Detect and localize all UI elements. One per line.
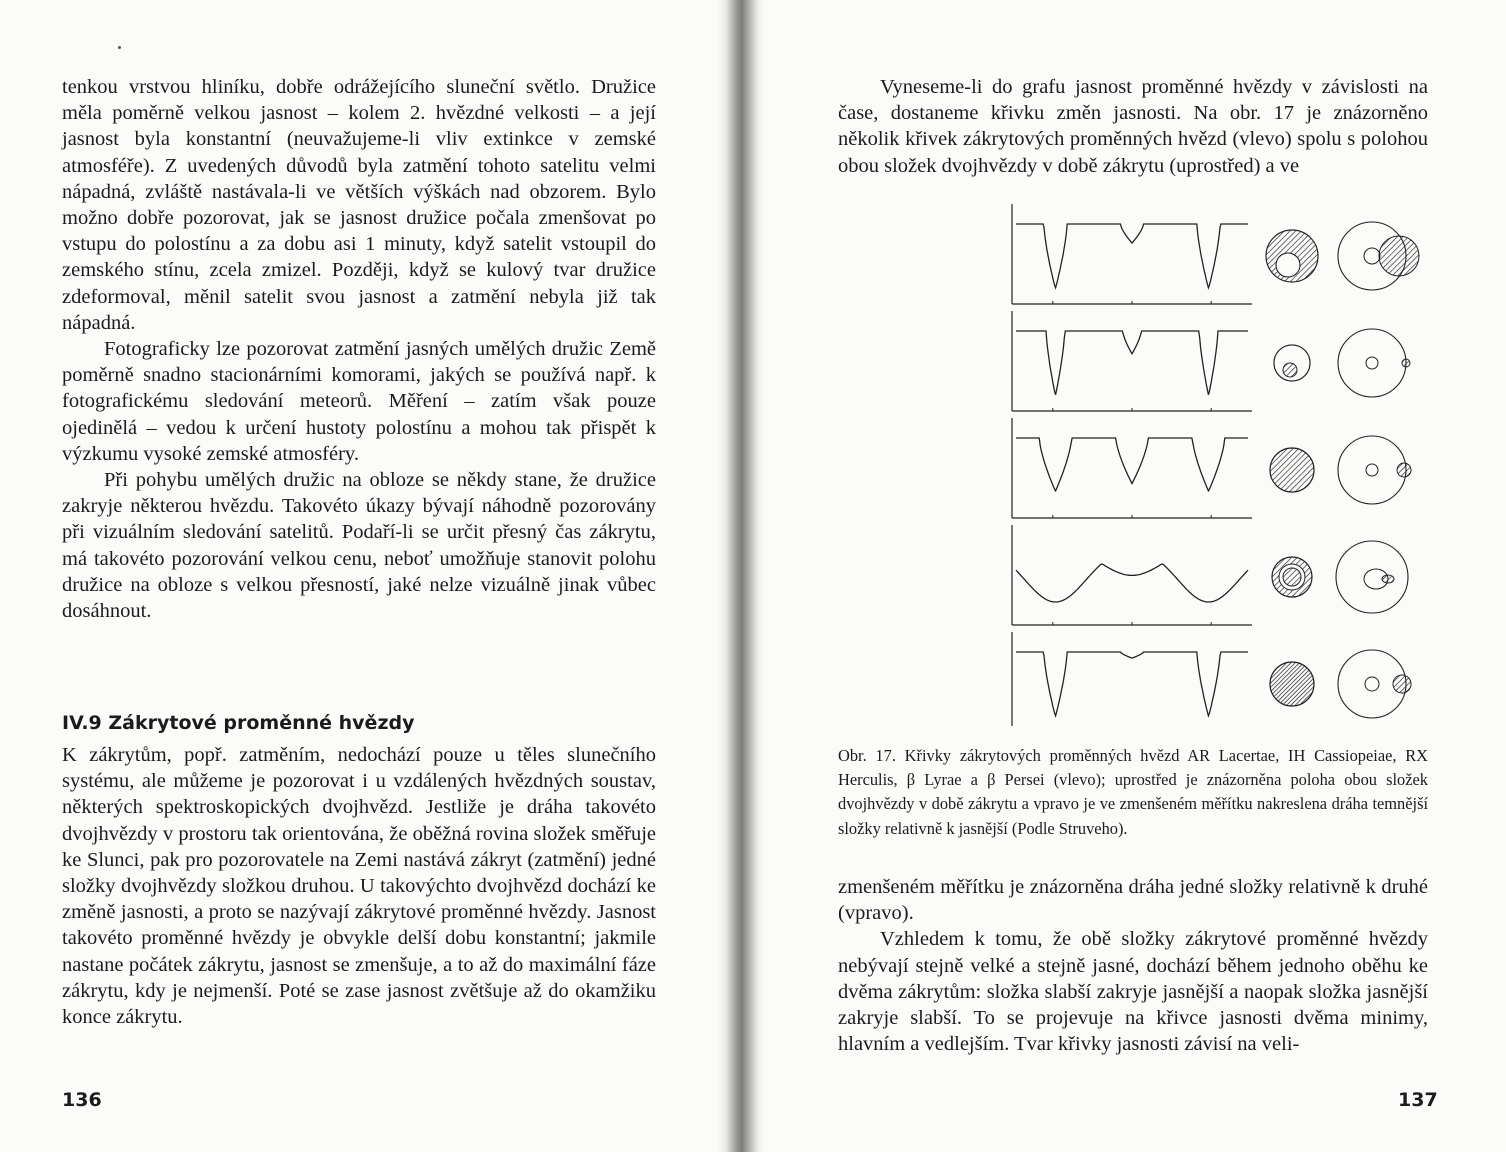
binary-component <box>1270 448 1314 492</box>
orbit-circle <box>1336 541 1408 613</box>
binary-companion <box>1283 568 1301 586</box>
left-paragraph-1: tenkou vrstvou hliníku, dobře odrážejícího sluneční světlo. Družice měla poměrně velkou jasnost – kolem 2. hvězdné velkosti – a její jasnost byla konstantní (neuvažujeme-li vliv extinkce v zemské atmosféře). Z uvedených důvodů byla zatmění tohoto satelitu velmi nápadná, zvláště nastávala-li ve větších výškách nad obzorem. Bylo možno dobře pozorovat, jak se jasnost družice počala zmenšovat po vstupu do polostínu a za dobu asi 1 minuty, když satelit vstoupil do zemského stínu, zcela zmizel. Později, když se kulový tvar družice zdeformoval, měnil satelit svou jasnost a zatmění nebyla již tak nápadná. <box>62 76 656 334</box>
light-curve <box>1016 224 1248 288</box>
orbit-companion <box>1379 236 1419 276</box>
binary-companion <box>1276 253 1300 277</box>
light-curve <box>1016 331 1248 395</box>
section-heading: IV.9 Zákrytové proměnné hvězdy <box>62 712 415 734</box>
orbit-companion <box>1382 575 1394 583</box>
binary-companion <box>1283 363 1297 377</box>
orbit-primary <box>1366 357 1378 369</box>
orbit-primary <box>1364 248 1380 264</box>
left-paragraph-3: Při pohybu umělých družic na obloze se někdy stane, že družice zakryje některou hvězdu. Takovéto úkazy bývají náhodně pozorovány při vizuálním sledování satelitů. Podaří-li se určit přesný čas zákrytu, má takovéto pozorování velkou cenu, neboť umožňuje stanovit polohu družice na obloze s velkou přesností, jaké nelze vizuálně jinak vůbec dosáhnout. <box>62 469 656 623</box>
light-curve <box>1016 652 1248 716</box>
right-continuation <box>838 874 1428 1057</box>
orbit-companion <box>1397 463 1411 477</box>
left-paragraph-2: Fotograficky lze pozorovat zatmění jasných umělých družic Země poměrně snadno stacionárními komorami, jakých se používá např. k fotografickému sledování meteorů. Měření – zatím však pouze ojedinělá – vedou k určení hustoty polostínu a mohou tak přispět k výzkumu vysoké zemské atmosféry. <box>62 338 656 465</box>
right-paragraph-2: Vzhledem k tomu, že obě složky zákrytové proměnné hvězdy nebývají stejně velké a stejně jasné, dochází během jednoho oběhu ke dvěma zákrytům: složka slabší zakryje jasnější a naopak složka jasnější zakryje slabší. To se projevuje na křivce jasnosti dvěma minimy, hlavním a vedlejším. Tvar křivky jasnosti závisí na veli- <box>838 928 1428 1056</box>
left-page-text <box>62 74 656 624</box>
page-number-right: 137 <box>1398 1089 1438 1111</box>
figure-17 <box>1000 198 1440 726</box>
right-intro-text <box>838 74 1428 179</box>
light-curve <box>1016 564 1248 602</box>
orbit-companion <box>1393 675 1411 693</box>
binary-component <box>1270 662 1314 706</box>
right-continuation-paragraph: zmenšeném měřítku je znázorněna dráha jedné složky relativně k druhé (vpravo). <box>838 876 1428 925</box>
figure-caption: Obr. 17. Křivky zákrytových proměnných hvězd AR Lacertae, IH Cassiopeiae, RX Herculis, β Lyrae a β Persei (vlevo); uprostřed je znázorněna poloha obou složek dvojhvězdy v době zákrytu a vpravo je ve zmenšeném měřítku nakreslena dráha temnější složky relativně k jasnější (Podle Struveho). <box>838 746 1428 838</box>
speck <box>118 46 121 49</box>
right-intro-paragraph: Vyneseme-li do grafu jasnost proměnné hvězdy v závislosti na čase, dostaneme křivku změn jasnosti. Na obr. 17 je znázorněno několik křivek zákrytových proměnných hvězd (vlevo) spolu s polohou obou složek dvojhvězdy v době zákrytu (uprostřed) a ve <box>838 76 1428 177</box>
section-paragraph: K zákrytům, popř. zatměním, nedochází pouze u těles slunečního systému, ale můžeme je pozorovat i u vzdálených hvězdných soustav, některých spektroskopických dvojhvězd. Jestliže je dráha takovéto dvojhvězdy v prostoru tak orientována, že oběžná rovina složek směřuje ke Slunci, pak pro pozorovatele na Zemi nastává zákryt (zatmění) jedné složky dvojhvězdy složkou druhou. U takovýchto dvojhvězd dochází ke změně jasnosti, a proto se nazývají zákrytové proměnné hvězdy. Jasnost takovéto proměnné hvězdy je obvykle delší dobu konstantní; jakmile nastane počátek zákrytu, jasnost se zmenšuje, a to až do maximální fáze zákrytu, kdy je nejmenší. Poté se zase jasnost zvětšuje až do okamžiku konce zákrytu. <box>62 744 656 1029</box>
section-text <box>62 742 656 1030</box>
light-curve <box>1016 438 1248 491</box>
orbit-primary <box>1366 464 1378 476</box>
orbit-primary <box>1365 677 1379 691</box>
orbit-companion <box>1402 359 1410 367</box>
book-spine <box>718 0 764 1152</box>
page-number-left: 136 <box>62 1089 102 1111</box>
